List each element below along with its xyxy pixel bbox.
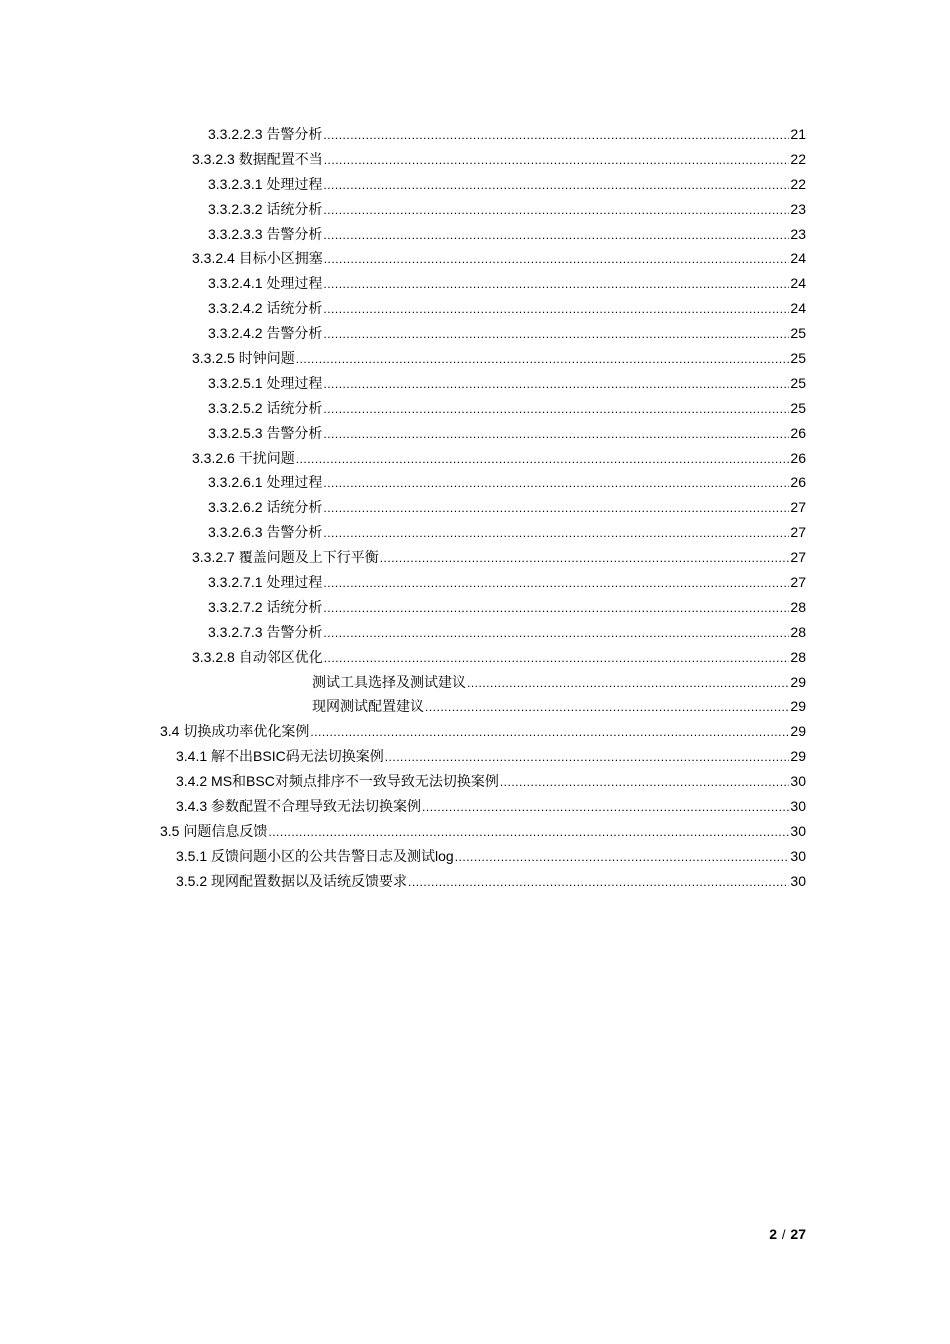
toc-row <box>0 297 950 322</box>
toc-page-number: 27 <box>790 574 806 591</box>
toc-entry-link[interactable] <box>160 820 806 843</box>
toc-dot-leader <box>324 149 790 171</box>
toc-entry-label: 3.3.2.3.2 话统分析 <box>208 200 323 217</box>
total-pages-number: 27 <box>790 1226 806 1242</box>
toc-page-number: 24 <box>790 300 806 317</box>
toc-page-number: 25 <box>790 399 806 416</box>
toc-entry-link[interactable] <box>312 695 806 718</box>
toc-entry-label: 3.3.2.7 覆盖问题及上下行平衡 <box>192 549 379 566</box>
toc-dot-leader <box>422 796 789 818</box>
toc-dot-leader <box>296 348 790 370</box>
toc-page-number: 23 <box>790 200 806 217</box>
toc-row <box>0 720 950 745</box>
current-page-number: 2 <box>769 1226 778 1242</box>
toc-row <box>0 272 950 297</box>
toc-page-number: 30 <box>790 847 806 864</box>
toc-dot-leader <box>310 721 789 743</box>
toc-entry-link[interactable] <box>192 447 806 470</box>
toc-entry-label: 3.3.2.6.1 处理过程 <box>208 474 323 491</box>
toc-page-number: 29 <box>790 698 806 715</box>
toc-dot-leader <box>425 696 789 718</box>
toc-entry-label: 3.3.2.4.2 告警分析 <box>208 325 323 342</box>
toc-entry-label: 3.3.2.7.2 话统分析 <box>208 598 323 615</box>
toc-page-number: 28 <box>790 623 806 640</box>
toc-entry-link[interactable] <box>176 745 806 768</box>
toc-entry-label: 3.3.2.2.3 告警分析 <box>208 126 323 142</box>
toc-dot-leader <box>323 273 789 295</box>
toc-page-number: 25 <box>790 374 806 391</box>
toc-row <box>0 447 950 472</box>
toc-row <box>0 596 950 621</box>
toc-page-number: 27 <box>790 549 806 566</box>
toc-page-number: 24 <box>790 275 806 292</box>
toc-page-number: 26 <box>790 474 806 491</box>
toc-entry-label: 3.3.2.3 数据配置不当 <box>192 150 323 167</box>
toc-dot-leader <box>323 597 789 619</box>
toc-entry-label: 3.3.2.8 自动邻区优化 <box>192 648 323 665</box>
toc-page-number: 30 <box>790 872 806 889</box>
toc-row <box>0 770 950 795</box>
toc-row <box>0 123 950 148</box>
toc-entry-link[interactable] <box>192 148 806 171</box>
toc-page-number: 29 <box>790 723 806 740</box>
toc-entry-link[interactable] <box>208 621 806 644</box>
toc-row <box>0 571 950 596</box>
toc-page-number: 29 <box>790 748 806 765</box>
toc-entry-link[interactable] <box>192 347 806 370</box>
toc-entry-label: 3.3.2.6.3 告警分析 <box>208 524 323 541</box>
toc-entry-link[interactable] <box>208 521 806 544</box>
toc-entry-label: 3.3.2.3.1 处理过程 <box>208 175 323 192</box>
toc-dot-leader <box>324 647 790 669</box>
toc-entry-label: 3.3.2.3.3 告警分析 <box>208 225 323 242</box>
toc-dot-leader <box>323 224 789 246</box>
toc-entry-link[interactable] <box>208 422 806 445</box>
toc-entry-link[interactable] <box>176 845 806 868</box>
toc-page-number: 22 <box>790 175 806 192</box>
toc-page-number: 26 <box>790 424 806 441</box>
toc-entry-link[interactable] <box>208 571 806 594</box>
toc-row <box>0 870 950 895</box>
toc-dot-leader <box>323 497 789 519</box>
toc-row <box>0 695 950 720</box>
toc-row <box>0 397 950 422</box>
toc-page-number: 25 <box>790 350 806 367</box>
toc-entry-link[interactable] <box>208 272 806 295</box>
toc-page-number: 27 <box>790 524 806 541</box>
toc-entry-link[interactable] <box>192 646 806 669</box>
toc-row <box>0 471 950 496</box>
toc-entry-link[interactable] <box>160 720 806 743</box>
toc-page-number: 30 <box>790 822 806 839</box>
toc-entry-link[interactable] <box>208 471 806 494</box>
toc-entry-link[interactable] <box>208 297 806 320</box>
toc-entry-label: 3.4.2 MS和BSC对频点排序不一致导致无法切换案例 <box>176 773 499 790</box>
toc-entry-link[interactable] <box>176 795 806 818</box>
toc-row <box>0 621 950 646</box>
toc-row <box>0 745 950 770</box>
toc-entry-link[interactable] <box>192 247 806 270</box>
toc-dot-leader <box>323 423 789 445</box>
toc-page-number: 23 <box>790 225 806 242</box>
toc-entry-label: 3.4.1 解不出BSIC码无法切换案例 <box>176 748 384 765</box>
toc-dot-leader <box>467 672 789 694</box>
toc-entry-label: 现网测试配置建议 <box>312 698 424 715</box>
toc-dot-leader <box>268 821 789 843</box>
toc-row <box>0 795 950 820</box>
toc-entry-link[interactable] <box>312 671 806 694</box>
toc-entry-link[interactable] <box>208 397 806 420</box>
table-of-contents <box>0 123 950 895</box>
toc-entry-label: 3.3.2.7.3 告警分析 <box>208 623 323 640</box>
toc-page-number: 26 <box>790 449 806 466</box>
toc-dot-leader <box>323 298 789 320</box>
toc-row <box>0 671 950 696</box>
toc-entry-link[interactable] <box>176 770 806 793</box>
toc-dot-leader <box>323 398 789 420</box>
toc-entry-label: 3.3.2.6 干扰问题 <box>192 449 295 466</box>
toc-dot-leader <box>323 572 789 594</box>
toc-row <box>0 372 950 397</box>
toc-dot-leader <box>323 174 789 196</box>
toc-dot-leader <box>323 124 789 146</box>
toc-dot-leader <box>323 522 789 544</box>
toc-entry-label: 3.3.2.5.3 告警分析 <box>208 424 323 441</box>
toc-entry-label: 测试工具选择及测试建议 <box>312 673 466 690</box>
toc-entry-label: 3.3.2.4.1 处理过程 <box>208 275 323 292</box>
toc-row <box>0 845 950 870</box>
toc-page-number: 24 <box>790 250 806 267</box>
toc-entry-link[interactable] <box>192 546 806 569</box>
toc-entry-label: 3.5.1 反馈问题小区的公共告警日志及测试log <box>176 847 454 864</box>
toc-entry-link[interactable] <box>208 198 806 221</box>
toc-entry-label: 3.5 问题信息反馈 <box>160 822 268 839</box>
toc-entry-link[interactable] <box>176 870 806 893</box>
toc-entry-link[interactable] <box>208 322 806 345</box>
toc-entry-label: 3.3.2.5.2 话统分析 <box>208 399 323 416</box>
toc-row <box>0 223 950 248</box>
toc-entry-link[interactable] <box>208 372 806 395</box>
toc-dot-leader <box>323 373 789 395</box>
toc-entry-label: 3.3.2.5.1 处理过程 <box>208 374 323 391</box>
toc-page-number: 28 <box>790 598 806 615</box>
toc-dot-leader <box>500 771 790 793</box>
toc-entry-link[interactable] <box>208 496 806 519</box>
toc-entry-label: 3.4.3 参数配置不合理导致无法切换案例 <box>176 798 422 815</box>
page-number-footer <box>700 1226 806 1242</box>
page-separator: / <box>781 1227 786 1242</box>
toc-entry-label: 3.5.2 现网配置数据以及话统反馈要求 <box>176 872 408 889</box>
toc-dot-leader <box>385 746 790 768</box>
toc-entry-link[interactable] <box>208 123 806 146</box>
toc-entry-link[interactable] <box>208 223 806 246</box>
toc-row <box>0 347 950 372</box>
toc-dot-leader <box>296 448 790 470</box>
toc-entry-label: 3.3.2.4 目标小区拥塞 <box>192 250 323 267</box>
toc-row <box>0 198 950 223</box>
toc-dot-leader <box>323 622 789 644</box>
toc-page-number: 22 <box>790 150 806 167</box>
toc-page-number: 29 <box>790 673 806 690</box>
toc-page-number: 30 <box>790 798 806 815</box>
toc-page-number: 25 <box>790 325 806 342</box>
toc-row <box>0 322 950 347</box>
toc-row <box>0 521 950 546</box>
toc-entry-label: 3.3.2.7.1 处理过程 <box>208 574 323 591</box>
toc-entry-label: 3.4 切换成功率优化案例 <box>160 723 310 740</box>
toc-row <box>0 422 950 447</box>
toc-dot-leader <box>323 323 789 345</box>
toc-entry-label: 3.3.2.6.2 话统分析 <box>208 499 323 516</box>
toc-dot-leader <box>324 248 790 270</box>
toc-row <box>0 820 950 845</box>
toc-row <box>0 646 950 671</box>
toc-row <box>0 496 950 521</box>
toc-page-number: 27 <box>790 499 806 516</box>
toc-entry-link[interactable] <box>208 596 806 619</box>
toc-page-number: 28 <box>790 648 806 665</box>
toc-row <box>0 546 950 571</box>
toc-dot-leader <box>323 472 789 494</box>
toc-page-number: 21 <box>790 126 806 142</box>
toc-entry-label: 3.3.2.4.2 话统分析 <box>208 300 323 317</box>
toc-dot-leader <box>380 547 790 569</box>
toc-dot-leader <box>323 199 789 221</box>
toc-entry-label: 3.3.2.5 时钟问题 <box>192 350 295 367</box>
toc-dot-leader <box>455 846 790 868</box>
toc-row <box>0 148 950 173</box>
toc-row <box>0 247 950 272</box>
toc-row <box>0 173 950 198</box>
toc-dot-leader <box>408 871 789 893</box>
toc-page-number: 30 <box>790 773 806 790</box>
toc-entry-link[interactable] <box>208 173 806 196</box>
